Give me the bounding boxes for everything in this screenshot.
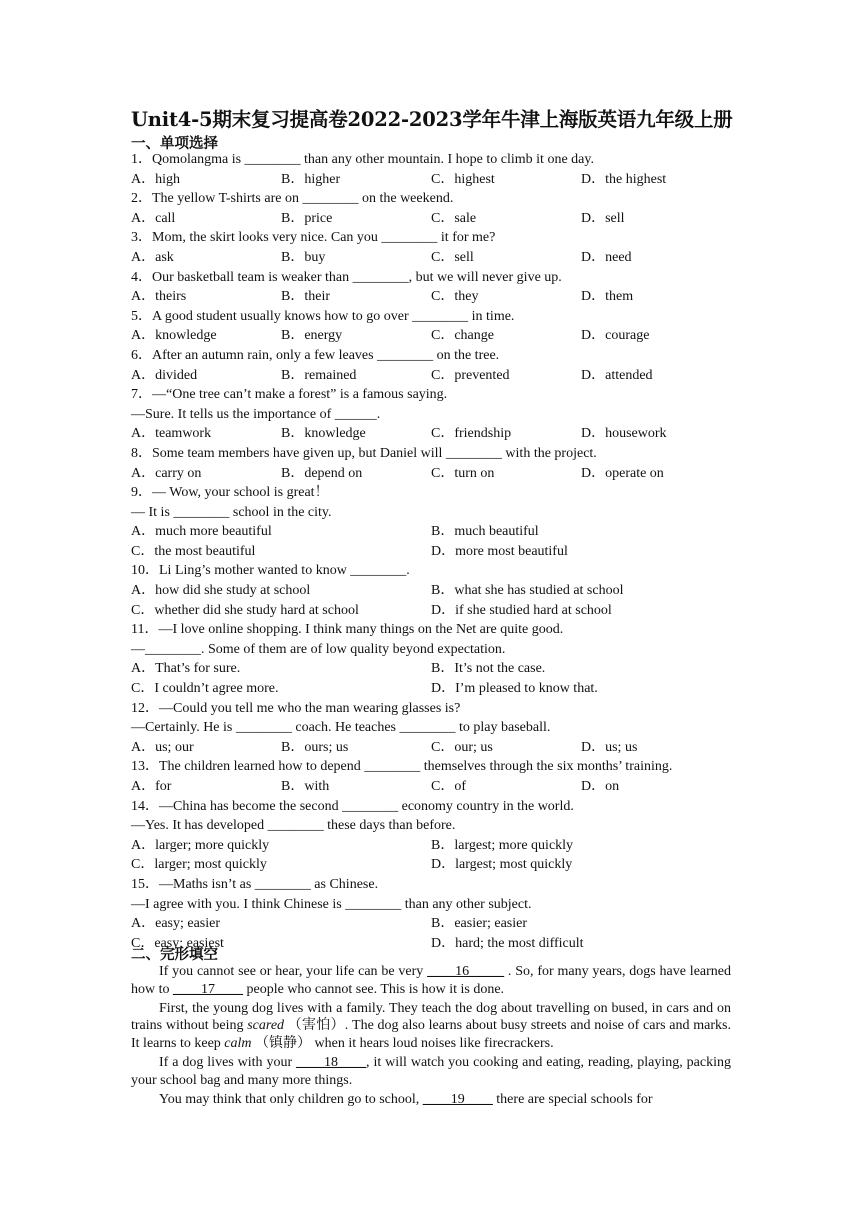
options-row	[131, 366, 751, 386]
cloze-text: , it will watch you cooking and eating, reading, playing, packing your school bag and many more things.	[131, 1054, 731, 1088]
option-a: A．us; our	[131, 739, 194, 755]
question-14	[131, 797, 751, 875]
emphasized-word: scared	[247, 1018, 285, 1034]
option-a: A．call	[131, 210, 176, 226]
option-c: C．larger; most quickly	[131, 857, 267, 873]
option-c: C．I couldn’t agree more.	[131, 681, 279, 697]
cloze-paragraph	[131, 963, 731, 998]
question-12	[131, 699, 751, 758]
option-b: B．energy	[281, 328, 343, 344]
option-d: D．operate on	[581, 465, 664, 481]
option-d: D．on	[581, 779, 620, 794]
emphasized-word: calm	[224, 1035, 252, 1051]
cloze-text: people who cannot see. This is how it is done.	[243, 981, 505, 997]
options-row	[131, 424, 751, 444]
option-b: B．their	[281, 289, 330, 305]
option-a: A．for	[131, 779, 172, 794]
option-d: D．courage	[581, 328, 650, 344]
option-b: B．largest; more quickly	[431, 837, 574, 853]
option-c: C．our; us	[431, 739, 493, 755]
cloze-paragraph	[131, 1000, 731, 1053]
option-a: A．theirs	[131, 289, 187, 305]
question-stem: 12．—Could you tell me who the man wearing glasses is?	[131, 700, 461, 716]
question-stem: 6．After an autumn rain, only a few leaves ________ on the tree.	[131, 347, 500, 363]
option-b: B．higher	[281, 171, 341, 187]
question-list	[131, 150, 751, 953]
option-d: D．largest; most quickly	[431, 857, 573, 873]
options-row	[131, 209, 751, 229]
options-row	[131, 170, 751, 190]
options-row	[131, 914, 751, 934]
question-stem: —Certainly. He is ________ coach. He teaches ________ to play baseball.	[131, 720, 551, 736]
section-heading-multiple-choice: 一、单项选择	[131, 136, 218, 152]
cloze-text: First, the young dog lives with a family. They teach the dog about travelling on bused, in cars and on trains without being	[131, 1000, 731, 1034]
question-10	[131, 561, 751, 620]
question-stem: 7．—“One tree can’t make a forest” is a famous saying.	[131, 387, 448, 403]
options-row	[131, 855, 751, 875]
cloze-blank: ____19____	[422, 1091, 493, 1107]
question-11	[131, 620, 751, 698]
question-stem: 1．Qomolangma is ________ than any other mountain. I hope to climb it one day.	[131, 152, 594, 167]
option-b: B．price	[281, 210, 333, 226]
cloze-text: . So, for many years, dogs have learned how to	[131, 964, 731, 997]
cloze-text: You may think that only children go to school,	[159, 1091, 423, 1107]
option-d: D．more most beautiful	[431, 543, 568, 559]
cloze-passage	[131, 963, 731, 1110]
option-c: C．friendship	[431, 426, 512, 442]
option-c: C．they	[431, 289, 479, 305]
question-stem: 10．Li Ling’s mother wanted to know ________.	[131, 563, 410, 579]
question-2	[131, 189, 751, 228]
option-d: D．hard; the most difficult	[431, 935, 584, 951]
question-stem: —________. Some of them are of low quality beyond expectation.	[131, 641, 506, 657]
question-stem: —Sure. It tells us the importance of ______.	[131, 406, 381, 422]
options-row	[131, 326, 751, 346]
option-b: B．much beautiful	[431, 524, 539, 540]
options-row	[131, 934, 751, 954]
option-d: D．need	[581, 249, 632, 265]
options-row	[131, 542, 751, 562]
section-heading-cloze: 二、完形填空	[131, 947, 218, 963]
option-c: C．easy; easiest	[131, 935, 224, 951]
option-a: A．ask	[131, 249, 174, 265]
cloze-blank: ____18____	[296, 1054, 367, 1070]
option-b: B．ours; us	[281, 739, 349, 755]
cloze-blank: ____17____	[173, 981, 243, 997]
question-stem: 3．Mom, the skirt looks very nice. Can you ________ it for me?	[131, 230, 496, 246]
options-row	[131, 679, 751, 699]
options-row	[131, 836, 751, 856]
option-c: C．turn on	[431, 465, 495, 481]
question-stem: 2．The yellow T-shirts are on ________ on the weekend.	[131, 191, 454, 207]
question-stem: 8．Some team members have given up, but Daniel will ________ with the project.	[131, 445, 597, 461]
option-c: C．change	[431, 328, 494, 344]
option-b: B．easier; easier	[431, 916, 528, 932]
question-5	[131, 307, 751, 346]
cloze-paragraph	[131, 1054, 731, 1089]
option-a: A．teamwork	[131, 426, 212, 442]
option-b: B．with	[281, 779, 330, 794]
option-a: A．how did she study at school	[131, 583, 311, 599]
option-a: A．easy; easier	[131, 916, 221, 932]
options-row	[131, 287, 751, 307]
option-b: B．buy	[281, 249, 326, 265]
option-c: C．sell	[431, 249, 474, 265]
question-stem: 11．—I love online shopping. I think many things on the Net are quite good.	[131, 622, 564, 638]
question-4	[131, 268, 751, 307]
question-6	[131, 346, 751, 385]
question-8	[131, 444, 751, 483]
question-13	[131, 757, 751, 796]
question-stem: —Yes. It has developed ________ these days than before.	[131, 818, 456, 834]
option-b: B．knowledge	[281, 426, 366, 442]
question-9	[131, 483, 751, 561]
options-row	[131, 248, 751, 268]
option-b: B．what she has studied at school	[431, 583, 624, 599]
options-row	[131, 522, 751, 542]
option-d: D．the highest	[581, 171, 667, 187]
cloze-text: If you cannot see or hear, your life can be very	[159, 964, 428, 979]
question-15	[131, 875, 751, 953]
option-d: D．if she studied hard at school	[431, 602, 612, 618]
question-7	[131, 385, 751, 444]
option-a: A．divided	[131, 367, 198, 383]
question-3	[131, 228, 751, 267]
option-c: C．prevented	[431, 367, 510, 383]
option-b: B．It’s not the case.	[431, 661, 546, 677]
options-row	[131, 777, 751, 797]
option-a: A．much more beautiful	[131, 524, 272, 540]
page-title: Unit4-5期末复习提高卷2022-2023学年牛津上海版英语九年级上册	[131, 108, 733, 131]
option-b: B．remained	[281, 367, 357, 383]
option-b: B．depend on	[281, 465, 363, 481]
option-d: D．housework	[581, 426, 667, 442]
option-d: D．us; us	[581, 739, 638, 755]
cloze-text: there are special schools for	[492, 1091, 653, 1107]
question-stem: 4．Our basketball team is weaker than ________, but we will never give up.	[131, 269, 562, 285]
options-row	[131, 601, 751, 621]
option-d: D．attended	[581, 367, 653, 383]
cloze-paragraph	[131, 1091, 731, 1109]
cloze-text: If a dog lives with your	[159, 1054, 297, 1070]
question-stem: 14．—China has become the second ________ economy country in the world.	[131, 798, 574, 814]
options-row	[131, 464, 751, 484]
cloze-text: （害怕）. The dog also learns about busy streets and noise of cars and marks. It learns to keep	[131, 1018, 731, 1051]
options-row	[131, 581, 751, 601]
option-c: C．sale	[431, 210, 477, 226]
options-row	[131, 659, 751, 679]
option-a: A．high	[131, 171, 180, 187]
option-c: C．the most beautiful	[131, 543, 256, 559]
question-stem: 13．The children learned how to depend ________ themselves through the six months’ training.	[131, 759, 673, 775]
cloze-blank: ____16_____	[427, 964, 505, 979]
question-stem: —I agree with you. I think Chinese is ________ than any other subject.	[131, 896, 532, 912]
option-c: C．highest	[431, 171, 495, 187]
option-a: A．carry on	[131, 465, 202, 481]
option-c: C．of	[431, 779, 466, 794]
question-stem: — It is ________ school in the city.	[131, 504, 332, 520]
question-stem: 9．— Wow, your school is great！	[131, 485, 329, 501]
question-stem: 5．A good student usually knows how to go over ________ in time.	[131, 308, 515, 324]
option-d: D．I’m pleased to know that.	[431, 681, 598, 697]
question-stem: 15．—Maths isn’t as ________ as Chinese.	[131, 876, 379, 892]
option-a: A．knowledge	[131, 328, 217, 344]
option-a: A．larger; more quickly	[131, 837, 270, 853]
option-c: C．whether did she study hard at school	[131, 602, 359, 618]
option-d: D．sell	[581, 210, 625, 226]
cloze-text: （镇静） when it hears loud noises like firecrackers.	[251, 1035, 554, 1051]
options-row	[131, 738, 751, 758]
option-a: A．That’s for sure.	[131, 661, 241, 677]
option-d: D．them	[581, 289, 634, 305]
question-1	[131, 150, 751, 189]
